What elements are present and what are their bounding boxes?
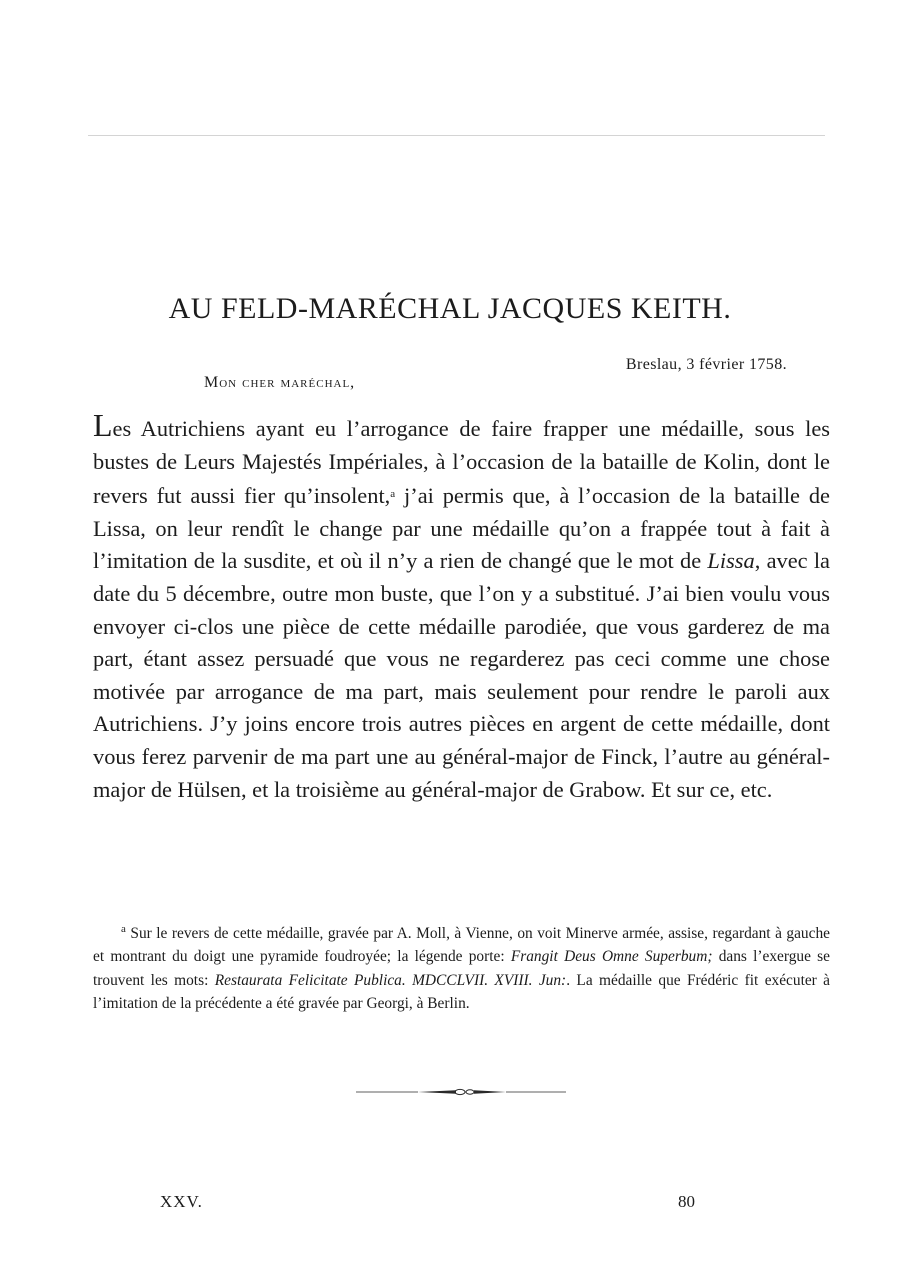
drop-cap: L [93, 407, 113, 443]
footnote-text-part2: dans l’exergue se trouvent les mots: [93, 948, 831, 989]
letter-body [93, 407, 830, 806]
ornamental-rule-icon [356, 1085, 566, 1099]
letter-text-part2: j’ai permis que, à l’occasion de la bataille de Lissa, on leur rendît le change par une médaille qu’on a frappée tout à fait à l’imitation de la susdite, et où il n’y a rien de changé que le mot de [93, 483, 830, 574]
place-name-lissa: Lissa [707, 548, 755, 574]
footnote-text-part3: . La médaille que Frédéric fit exécuter à l’imitation de la précédente a été gravée par Georgi, à Berlin. [93, 971, 831, 1013]
letter-title: AU FELD-MARÉCHAL JACQUES KEITH. [168, 292, 732, 325]
top-rule [88, 135, 825, 136]
footnote-text-part1: Sur le revers de cette médaille, gravée par A. Moll, à Vienne, on voit Minerve armée, assise, regardant à gauche et montrant du doigt une pyramide foudroyée; la légende porte: [93, 925, 830, 966]
page-number: 80 [678, 1192, 695, 1211]
salutation: Mon cher maréchal, [204, 374, 356, 391]
footnote-mark: a [121, 923, 126, 935]
footnote-legend: Frangit Deus Omne Superbum; [510, 948, 713, 966]
volume-number: XXV. [160, 1192, 203, 1211]
dateline: Breslau, 3 février 1758. [625, 356, 787, 373]
footnote-reference: a [390, 488, 396, 501]
letter-text-part3: , avec la date du 5 décembre, outre mon buste, que l’on y a substitué. J’ai bien voulu vous envoyer ci-clos une pièce de cette médaille parodiée, que vous garderez de ma part, étant assez persuadé que vous ne regarderez pas ceci comme une chose motivée par arrogance de ma part, mais seulement pour rendre le paroli aux Autrichiens. J’y joins encore trois autres pièces en argent de cette médaille, dont vous ferez parvenir de ma part une au général-major de Finck, l’autre au général-major de Hülsen, et la troisième au général-major de Grabow. Et sur ce, etc. [93, 548, 830, 802]
letter-text-part1: es Autrichiens ayant eu l’arrogance de faire frapper une médaille, sous les bustes de Leurs Majestés Impériales, à l’occasion de la bataille de Kolin, dont le revers fut aussi fier qu’insolent, [93, 416, 830, 509]
footnote-exergue: Restaurata Felicitate Publica. MDCCLVII. XVIII. Jun: [214, 971, 567, 989]
footnote [93, 918, 830, 1016]
